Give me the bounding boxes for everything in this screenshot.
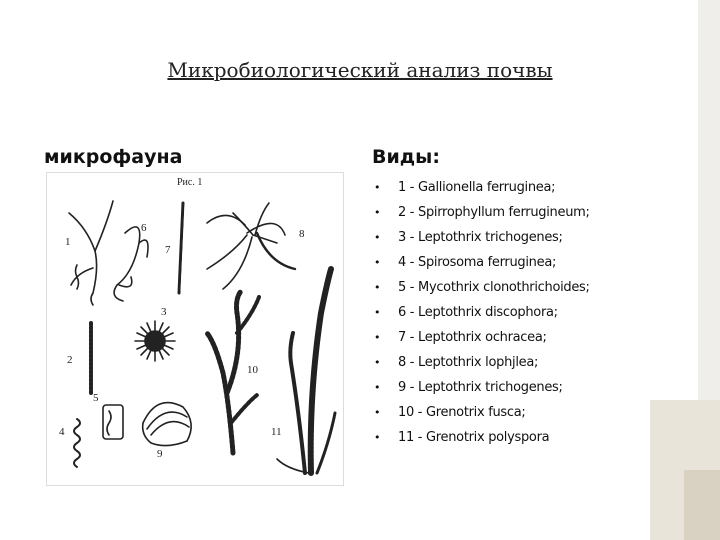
species-text: 5 - Mycothrix clonothrichoides; [398,280,590,295]
bullet-icon: • [374,181,381,194]
figure-label-7: 7 [165,244,171,256]
species-text: 6 - Leptothrix discophora; [398,305,558,320]
bullet-icon: • [374,306,381,319]
figure-label-4: 4 [59,426,65,438]
organism-9 [143,403,192,446]
figure-label-5: 5 [93,392,99,404]
species-list [372,179,692,454]
species-text: 3 - Leptothrix trichogenes; [398,230,563,245]
list-item [372,229,692,254]
figure-label-2: 2 [67,354,73,366]
figure-label-3: 3 [161,306,167,318]
bullet-icon: • [374,356,381,369]
organism-8 [207,203,295,289]
species-text: 10 - Grenotrix fusca; [398,405,526,420]
species-text: 8 - Leptothrix lophjlea; [398,355,539,370]
organism-6 [114,227,148,301]
list-item [372,404,692,429]
microorganisms-drawing [47,173,343,485]
left-heading: микрофауна [44,146,183,168]
bullet-icon: • [374,206,381,219]
figure-label-1: 1 [65,236,71,248]
bullet-icon: • [374,331,381,344]
organism-5 [103,405,123,439]
list-item [372,329,692,354]
list-item [372,179,692,204]
list-item [372,379,692,404]
figure-label-11: 11 [271,426,282,438]
corner-decoration-inner [684,470,720,540]
list-item [372,354,692,379]
species-text: 11 - Grenotrix polyspora [398,430,550,445]
species-text: 1 - Gallionella ferruginea; [398,180,556,195]
right-heading: Виды: [372,146,440,168]
organism-1 [69,201,113,305]
figure-caption: Рис. 1 [177,177,203,188]
list-item [372,254,692,279]
species-text: 4 - Spirosoma ferruginea; [398,255,557,270]
list-item [372,304,692,329]
list-item [372,429,692,454]
bullet-icon: • [374,231,381,244]
bullet-icon: • [374,406,381,419]
organism-11 [277,269,335,473]
bullet-icon: • [374,431,381,444]
list-item [372,279,692,304]
figure-label-8: 8 [299,228,305,240]
slide-title: Микробиологический анализ почвы [167,58,553,82]
bullet-icon: • [374,381,381,394]
species-text: 7 - Leptothrix ochracea; [398,330,547,345]
figure-label-9: 9 [157,448,163,460]
species-text: 2 - Spirrophyllum ferrugineum; [398,205,590,220]
organism-4 [74,419,80,467]
figure-label-6: 6 [141,222,147,234]
list-item [372,204,692,229]
bullet-icon: • [374,281,381,294]
bullet-icon: • [374,256,381,269]
microorganisms-figure [46,172,344,486]
organism-3 [135,321,175,361]
organism-7 [179,203,185,293]
figure-label-10: 10 [247,364,258,376]
species-text: 9 - Leptothrix trichogenes; [398,380,563,395]
